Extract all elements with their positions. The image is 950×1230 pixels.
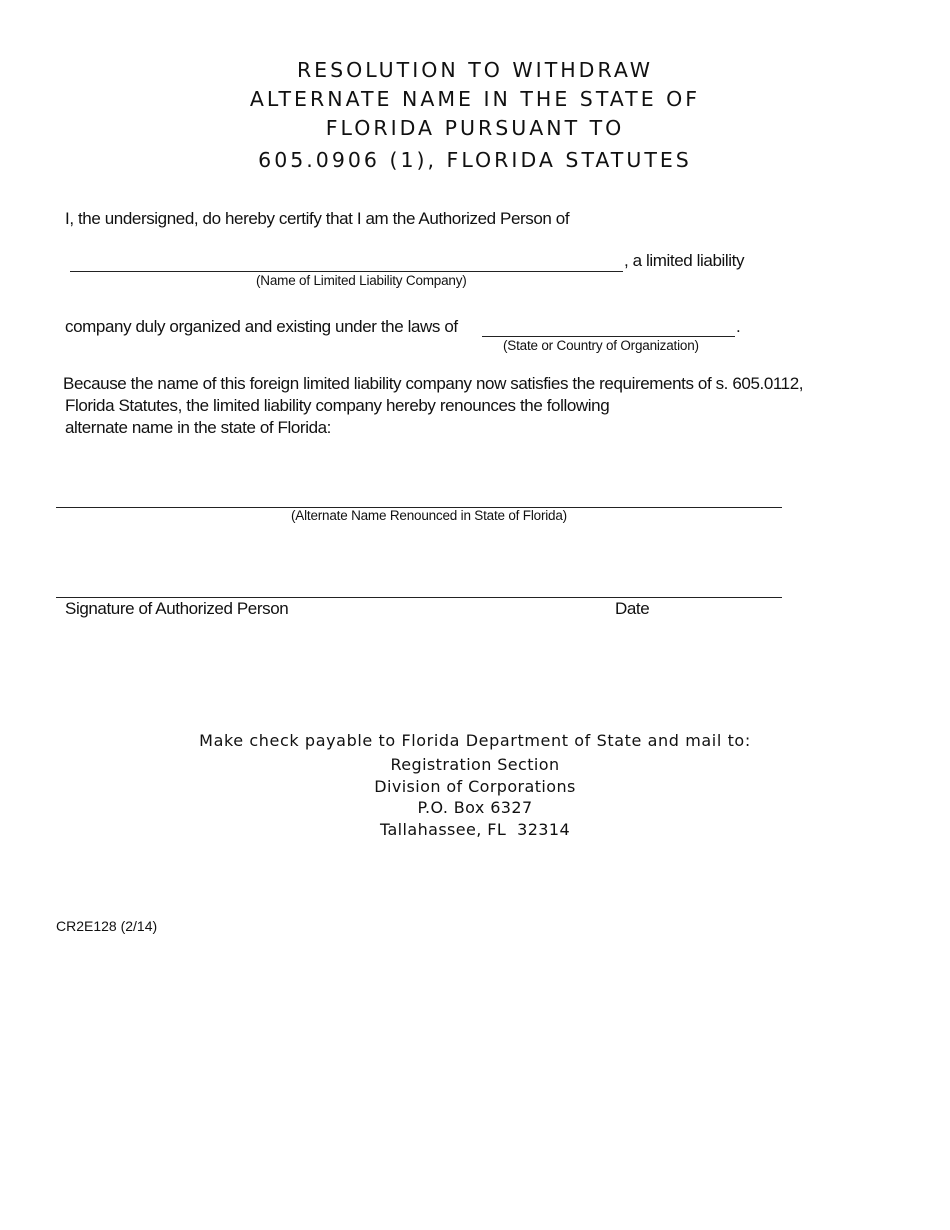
signature-field[interactable] — [56, 597, 782, 598]
form-code: CR2E128 (2/14) — [56, 918, 158, 934]
existing-under-laws-text: company duly organized and existing under the laws of — [65, 317, 458, 336]
existing-period: . — [736, 317, 741, 336]
address-line-3: P.O. Box 6327 — [417, 798, 533, 817]
title-line-1: RESOLUTION TO WITHDRAW — [296, 58, 654, 82]
llc-name-field[interactable] — [70, 271, 623, 272]
llc-suffix-text: , a limited liability — [624, 251, 745, 270]
llc-name-caption: (Name of Limited Liability Company) — [256, 273, 467, 288]
mailing-intro: Make check payable to Florida Department of State and mail to: — [199, 731, 751, 750]
signature-label: Signature of Authorized Person — [65, 599, 289, 618]
state-country-field[interactable] — [482, 336, 735, 337]
address-line-1: Registration Section — [390, 755, 560, 774]
state-country-caption: (State or Country of Organization) — [503, 338, 699, 353]
renounce-line-3: alternate name in the state of Florida: — [65, 418, 332, 437]
date-label: Date — [615, 599, 650, 618]
title-line-2: ALTERNATE NAME IN THE STATE OF — [249, 87, 701, 111]
renounce-line-2: Florida Statutes, the limited liability company hereby renounces the following — [65, 396, 610, 415]
address-line-2: Division of Corporations — [374, 776, 576, 796]
renounce-line-1: Because the name of this foreign limited liability company now satisfies the requirements of s. 605.0112, — [63, 374, 804, 393]
document-title — [0, 56, 950, 175]
title-line-4: 605.0906 (1), FLORIDA STATUTES — [258, 148, 692, 172]
alternate-name-caption: (Alternate Name Renounced in State of Florida) — [291, 508, 567, 523]
title-line-3: FLORIDA PURSUANT TO — [325, 116, 625, 140]
mailing-instructions — [0, 730, 950, 840]
address-line-4: Tallahassee, FL 32314 — [379, 819, 571, 839]
certification-line: I, the undersigned, do hereby certify that I am the Authorized Person of — [65, 209, 570, 228]
